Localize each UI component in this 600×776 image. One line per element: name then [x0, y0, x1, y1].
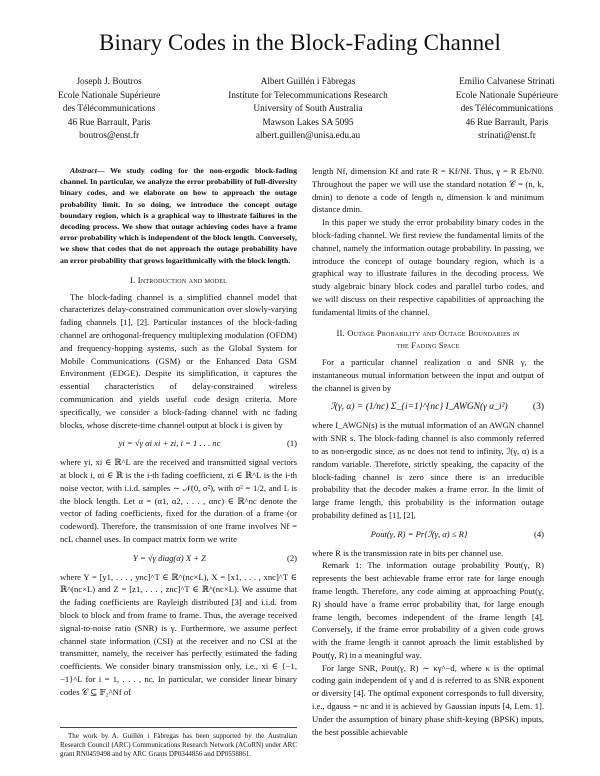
author-email[interactable]: strinati@enst.fr	[477, 131, 536, 142]
author-3	[456, 76, 558, 144]
paragraph: In this paper we study the error probability binary codes in the block-fading channel. We first review the fundamental limits of the channel, namely the information outage probability. In passing, we introduce the concept of outage boundary region, which is a graphical way to illustrate failures in the decoding process. We study algebraic binary block codes and parallel turbo codes, and we will discuss on their respective capabilities of approaching the fundamental limits of the channel.	[312, 217, 544, 317]
equation-2	[60, 552, 297, 565]
equation-expression: ℐ(γ, α) = (1/nc) Σ_{i=1}^{nc} I_AWGN(γ α_i²)	[330, 401, 508, 412]
author-block	[58, 76, 558, 144]
paper-title: Binary Codes in the Block-Fading Channel	[99, 30, 501, 55]
left-column	[60, 165, 297, 699]
abstract-text: We study coding for the non-ergodic block-fading channel. In particular, we analyze the error probability of full-diversity binary codes, and we elaborate on how to approach the outage probability limit. In so doing, we introduce the concept outage boundary region, which is a graphical way to illustrate failures in the decoding process. We show that outage achieving codes have a frame error probability which is independent of the block length. Conversely, we show that codes that do not approach the outage probability have an error probability that grows logarithmically with the block length.	[60, 166, 297, 265]
author-affiliation: des Télécommunications	[460, 104, 554, 115]
paragraph: where Y = [y1, . . . , ync]^T ∈ ℝ^(nc×L), X = [x1, . . . , xnc]^T ∈ ℝ^(nc×L) and Z = [z1, . . . , znc]^T ∈ ℝ^(nc×L). We assume that the fading coefficients are Rayleigh distributed [3] and i.i.d. from block to block and from frame to frame. Thus, the average received signal-to-noise ratio (SNR) is γ. Furthermore, we assume perfect channel state information (CSI) at the receiver and no CSI at the transmitter, namely, the receiver has perfectly estimated the fading coefficients. We consider binary transmission only, i.e., xi ∈ {−1, −1}^L for i = 1, . . . , nc. In particular, we consider linear binary codes 𝒞 ⊆ 𝔽₂^Nf of	[60, 571, 297, 697]
abstract-label: Abstract—	[70, 166, 105, 175]
paragraph: length Nf, dimension Kf and rate R = Kf/Nf. Thus, γ = R Eb/N0. Throughout the paper we will use the standard notation 𝒞 = (n, k, dmin) to denote a code of length n, dimension k and minimum distance dmin.	[312, 166, 544, 215]
right-column	[312, 165, 544, 738]
equation-number: (1)	[286, 438, 297, 449]
equation-number: (3)	[532, 401, 544, 412]
paragraph: For a particular channel realization α and SNR γ, the instantaneous mutual information between the input and output of the channel is given by	[312, 357, 544, 393]
author-affiliation: Ecole Nationale Supérieure	[58, 90, 161, 101]
author-affiliation: University of South Australia	[253, 104, 363, 115]
author-email[interactable]: boutros@enst.fr	[79, 131, 140, 142]
paragraph: where yi, xi ∈ ℝ^L are the received and transmitted signal vectors at block i, αi ∈ ℝ is the i-th fading coefficient, zi ∈ ℝ^L is the i-th noise vector, with i.i.d. samples ∼ 𝒩(0, σ²), with σ² = 1/2, and L is the block length. Let α = (α1, α2, . . . , αnc) ∈ ℝ^nc denote the vector of fading coefficients, fixed for the duration of a frame (or codeword). Therefore, the transmission of one frame involves Nf = ncL channel uses. In compact matrix form we write	[60, 457, 297, 544]
equation-3	[312, 401, 544, 414]
author-address: 46 Rue Barrault, Paris	[465, 117, 549, 128]
author-address: Mawson Lakes SA 5095	[262, 117, 354, 128]
equation-expression: Pout(γ, R) = Pr{ℐ(γ, α) ≤ R}	[370, 528, 468, 539]
author-name: Albert Guillén i Fàbregas	[260, 77, 356, 87]
footnote-text: The work by A. Guillén i Fàbregas has been supported by the Australian Research Council (ARC) Communications Research Network (ACoRN) under ARC grant RN0459498 and by ARC Grants DP0344856 and DP0558861.	[60, 732, 297, 758]
author-affiliation: Ecole Nationale Supérieure	[455, 90, 558, 101]
author-name: Joseph J. Boutros	[76, 77, 142, 87]
paragraph: where R is the transmission rate in bits per channel use.	[312, 547, 504, 558]
abstract	[60, 165, 297, 266]
equation-4	[312, 528, 544, 541]
author-address: 46 Rue Barrault, Paris	[67, 117, 151, 128]
paragraph: For large SNR, Pout(γ, R) ∼ κγ^−d, where κ is the optimal coding gain independent of γ and d is referred to as SNR exponent or diversity [4]. The optimal exponent corresponds to full diversity, i.e., dgauss = nc and it is achieved by Gaussian inputs [4, Lem. 1]. Under the assumption of binary phase shift-keying (BPSK) inputs, the best possible achievable	[312, 662, 544, 737]
author-affiliation: Institute for Telecommunications Research	[228, 90, 388, 101]
footnote	[60, 727, 297, 759]
paragraph: where I_AWGN(s) is the mutual information of an AWGN channel with SNR s. The block-fading channel is also commonly referred to as non-ergodic since, as nc does not tend to infinity, ℐ(γ, α) is a random variable. Therefore, strictly speaking, the capacity of the block-fading channel is zero since there is an irreducible probability that the decoder makes a frame error. In the limit of large frame length, this probability is the information outage probability defined as [1], [2],	[312, 420, 544, 520]
author-email[interactable]: albert.guillen@unisa.edu.au	[255, 131, 361, 142]
paragraph: The block-fading channel is a simplified channel model that characterizes delay-constrained communication over slowly-varying fading channels [1], [2]. Particular instances of the block-fading channel are orthogonal-frequency multiplexing modulation (OFDM) and frequency-hopping systems, such as the Global System for Mobile Communications (GSM) or the Enhanced Data GSM Environment (EDGE). Despite its simplification, it captures the essential characteristics of delay-constrained wireless communication and yields useful code design criteria. More specifically, we consider a block-fading channel with nc fading blocks, whose discrete-time channel output at block i is given by	[60, 291, 297, 430]
paragraph: Remark 1: The information outage probability Pout(γ, R) represents the best achievable frame error rate for large enough frame length. Therefore, any code aiming at approaching Pout(γ, R) should have a frame error probability that, for large enough frame length, becomes independent of the frame length [4]. Conversely, if the frame error probability of a given code grows with the frame length it cannot aproach the limit established by Pout(γ, R) in a meaningful way.	[312, 560, 544, 660]
author-name: Emilio Calvanese Strinati	[459, 77, 555, 87]
equation-expression: yi = √γ αi xi + zi, i = 1 . . . nc	[118, 438, 221, 449]
equation-number: (4)	[533, 528, 544, 539]
equation-expression: Y = √γ diag(α) X + Z	[133, 552, 206, 563]
equation-number: (2)	[286, 552, 297, 563]
equation-1	[60, 437, 297, 450]
section-heading-outage	[312, 327, 544, 353]
section-heading-line: II. Outage Probability and Outage Boundaries in	[336, 327, 520, 338]
author-2	[228, 76, 388, 144]
section-heading-introduction: I. Introduction and model	[130, 274, 227, 285]
section-heading-line: the Fading Space	[396, 340, 460, 351]
author-affiliation: des Télécommunications	[62, 104, 156, 115]
author-1	[58, 76, 160, 144]
